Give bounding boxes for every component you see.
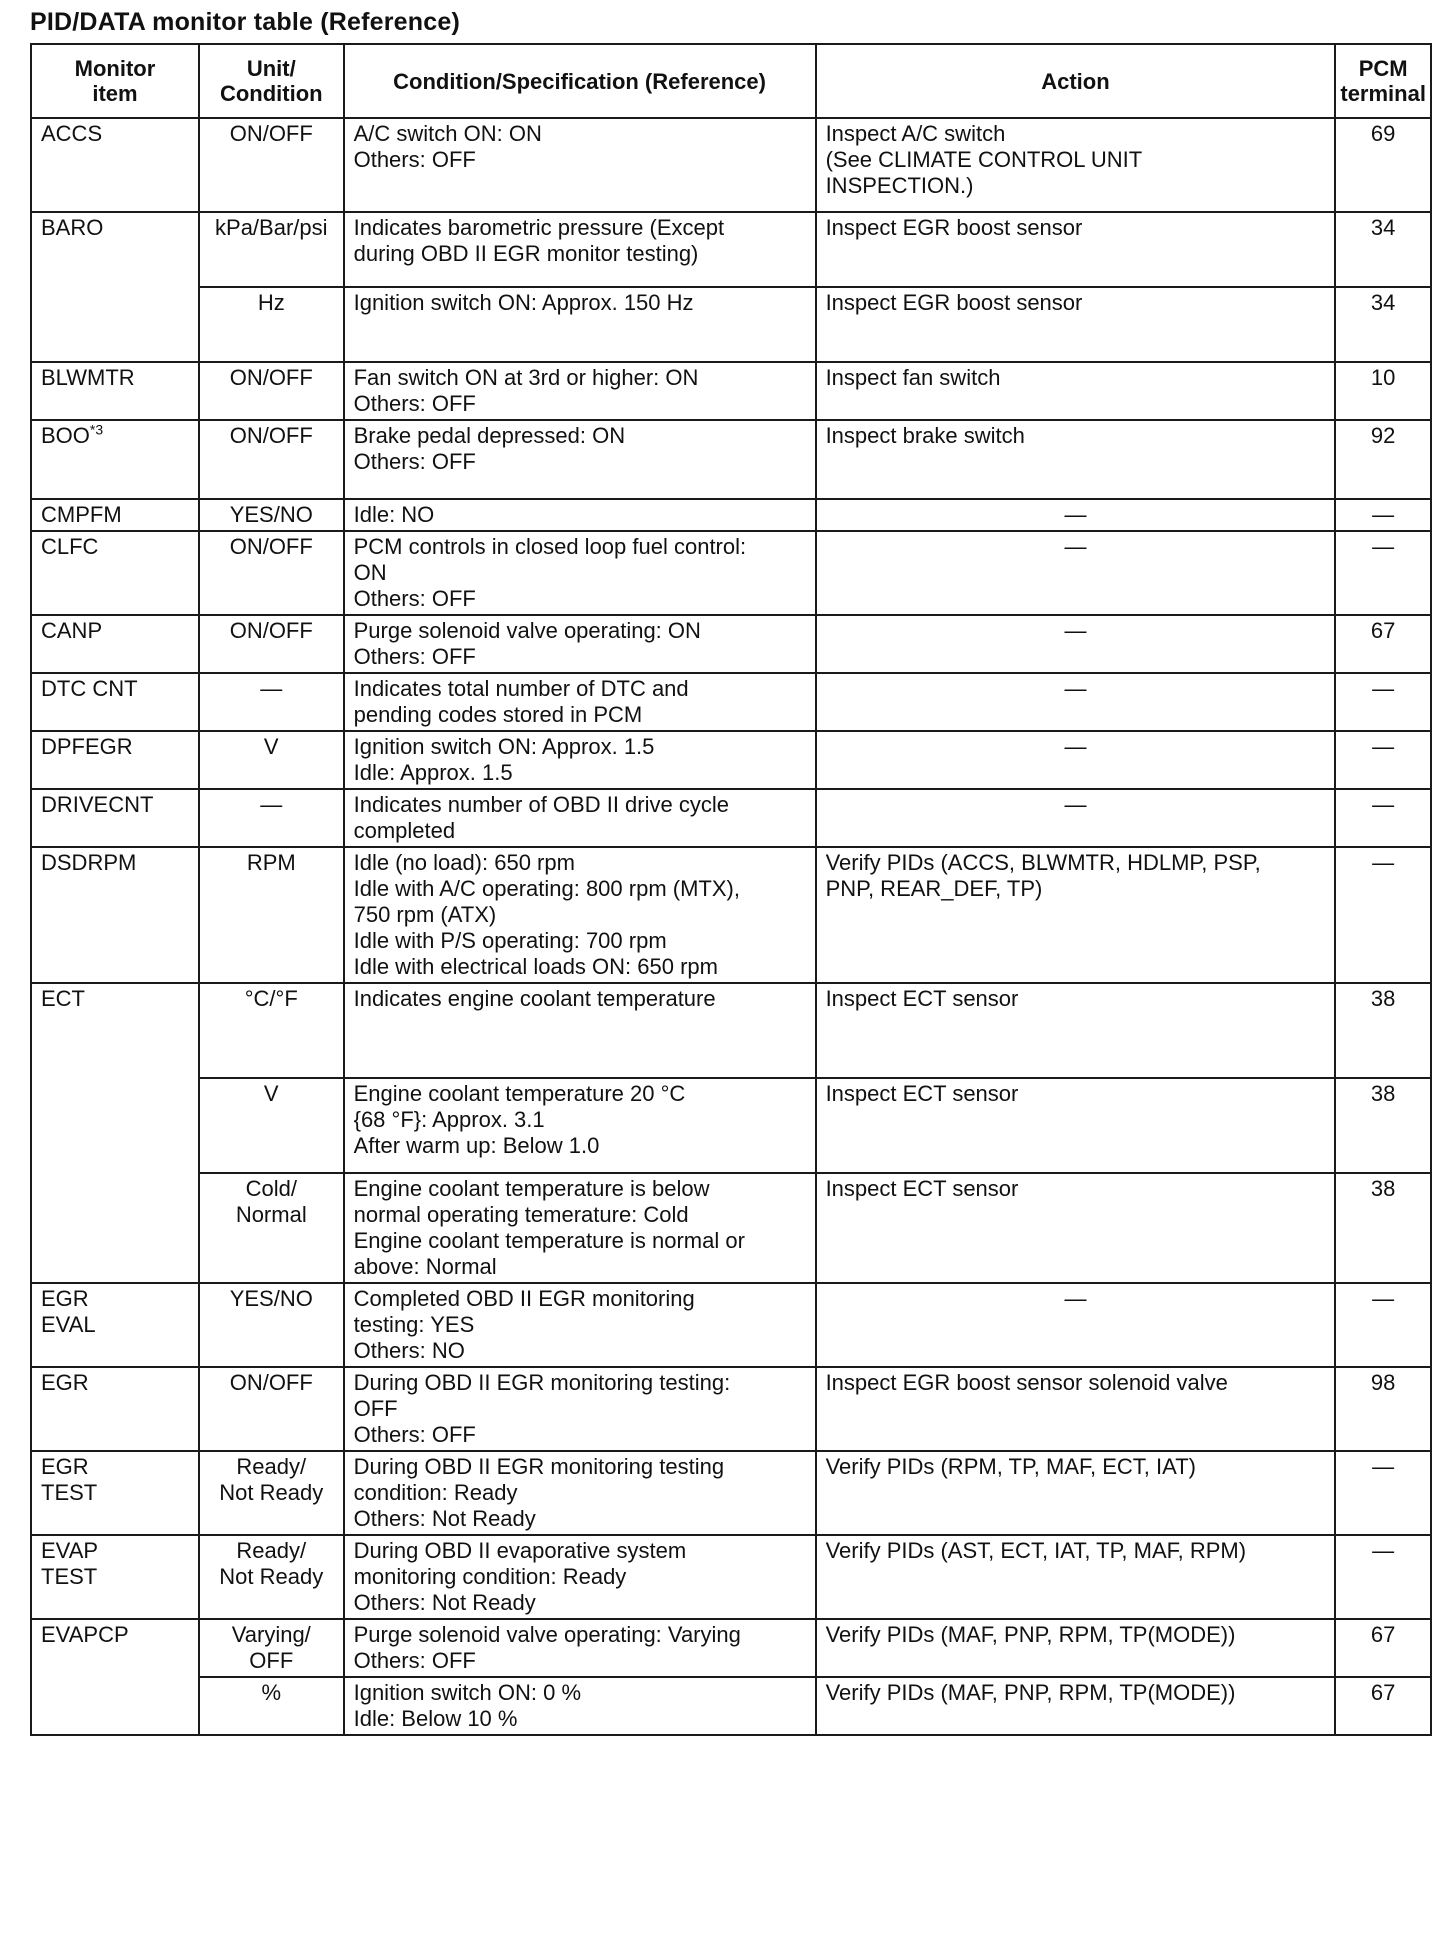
- table-row: [31, 1619, 1431, 1677]
- action-cell: Verify PIDs (AST, ECT, IAT, TP, MAF, RPM): [816, 1535, 1336, 1619]
- condition-specification-cell: Indicates number of OBD II drive cycle completed: [344, 789, 816, 847]
- monitor-item-cell: DRIVECNT: [31, 789, 199, 847]
- pcm-terminal-cell: —: [1335, 847, 1431, 983]
- unit-condition-cell: ON/OFF: [199, 531, 344, 615]
- page-title: PID/DATA monitor table (Reference): [30, 8, 460, 36]
- action-cell: Inspect ECT sensor: [816, 1078, 1336, 1173]
- action-cell: Verify PIDs (MAF, PNP, RPM, TP(MODE)): [816, 1677, 1336, 1735]
- condition-specification-cell: Ignition switch ON: Approx. 1.5 Idle: Approx. 1.5: [344, 731, 816, 789]
- condition-specification-cell: Fan switch ON at 3rd or higher: ON Others: OFF: [344, 362, 816, 420]
- unit-condition-cell: %: [199, 1677, 344, 1735]
- pcm-terminal-cell: 67: [1335, 1619, 1431, 1677]
- unit-condition-cell: Varying/ OFF: [199, 1619, 344, 1677]
- monitor-item-cell: EGR EVAL: [31, 1283, 199, 1367]
- monitor-item-cell: BOO$^{*3}$: [31, 420, 199, 499]
- table-row: [31, 1283, 1431, 1367]
- table-row: [31, 1677, 1431, 1735]
- action-cell: —: [816, 531, 1336, 615]
- action-cell: Inspect EGR boost sensor: [816, 287, 1336, 362]
- pcm-terminal-cell: 92: [1335, 420, 1431, 499]
- table-row: [31, 847, 1431, 983]
- pcm-terminal-cell: —: [1335, 789, 1431, 847]
- monitor-item-cell: BARO: [31, 212, 199, 362]
- pcm-terminal-cell: 98: [1335, 1367, 1431, 1451]
- action-cell: —: [816, 1283, 1336, 1367]
- action-cell: Inspect ECT sensor: [816, 983, 1336, 1078]
- action-cell: Inspect brake switch: [816, 420, 1336, 499]
- condition-specification-cell: Ignition switch ON: 0 % Idle: Below 10 %: [344, 1677, 816, 1735]
- monitor-item-cell: EVAP TEST: [31, 1535, 199, 1619]
- table-row: [31, 1535, 1431, 1619]
- pcm-terminal-cell: —: [1335, 731, 1431, 789]
- condition-specification-cell: Purge solenoid valve operating: Varying Others: OFF: [344, 1619, 816, 1677]
- condition-specification-cell: During OBD II EGR monitoring testing: OFF Others: OFF: [344, 1367, 816, 1451]
- unit-condition-cell: ON/OFF: [199, 615, 344, 673]
- unit-condition-cell: Ready/ Not Ready: [199, 1535, 344, 1619]
- unit-condition-cell: RPM: [199, 847, 344, 983]
- condition-specification-cell: Completed OBD II EGR monitoring testing: YES Others: NO: [344, 1283, 816, 1367]
- monitor-item-cell: DPFEGR: [31, 731, 199, 789]
- condition-specification-cell: During OBD II EGR monitoring testing condition: Ready Others: Not Ready: [344, 1451, 816, 1535]
- action-cell: —: [816, 673, 1336, 731]
- monitor-item-cell: ECT: [31, 983, 199, 1283]
- action-cell: —: [816, 615, 1336, 673]
- table-row: [31, 362, 1431, 420]
- header-unit-condition: Unit/ Condition: [199, 44, 344, 118]
- unit-condition-cell: Hz: [199, 287, 344, 362]
- table-row: [31, 615, 1431, 673]
- monitor-item-cell: CMPFM: [31, 499, 199, 531]
- monitor-item-cell: EGR: [31, 1367, 199, 1451]
- condition-specification-cell: Brake pedal depressed: ON Others: OFF: [344, 420, 816, 499]
- pcm-terminal-cell: 34: [1335, 212, 1431, 287]
- pcm-terminal-cell: 38: [1335, 1078, 1431, 1173]
- monitor-item-cell: ACCS: [31, 118, 199, 212]
- table-row: [31, 983, 1431, 1078]
- monitor-item-cell: EGR TEST: [31, 1451, 199, 1535]
- condition-specification-cell: A/C switch ON: ON Others: OFF: [344, 118, 816, 212]
- pcm-terminal-cell: —: [1335, 673, 1431, 731]
- monitor-item-cell: DTC CNT: [31, 673, 199, 731]
- table-row: [31, 499, 1431, 531]
- condition-specification-cell: Idle (no load): 650 rpm Idle with A/C operating: 800 rpm (MTX), 750 rpm (ATX) Idle with P/S operating: 700 rpm Idle with electrical loads ON: 650 rpm: [344, 847, 816, 983]
- action-cell: Inspect ECT sensor: [816, 1173, 1336, 1283]
- pcm-terminal-cell: 34: [1335, 287, 1431, 362]
- unit-condition-cell: YES/NO: [199, 499, 344, 531]
- action-cell: Inspect EGR boost sensor: [816, 212, 1336, 287]
- pcm-terminal-cell: —: [1335, 1451, 1431, 1535]
- pcm-terminal-cell: 38: [1335, 983, 1431, 1078]
- table-body: [31, 118, 1431, 1735]
- unit-condition-cell: —: [199, 673, 344, 731]
- monitor-item-cell: BLWMTR: [31, 362, 199, 420]
- pid-data-monitor-table: [30, 43, 1432, 1736]
- pcm-terminal-cell: 67: [1335, 1677, 1431, 1735]
- action-cell: Verify PIDs (ACCS, BLWMTR, HDLMP, PSP, PNP, REAR_DEF, TP): [816, 847, 1336, 983]
- pcm-terminal-cell: 10: [1335, 362, 1431, 420]
- condition-specification-cell: Indicates total number of DTC and pending codes stored in PCM: [344, 673, 816, 731]
- header-action: Action: [816, 44, 1336, 118]
- pcm-terminal-cell: —: [1335, 531, 1431, 615]
- action-cell: Verify PIDs (RPM, TP, MAF, ECT, IAT): [816, 1451, 1336, 1535]
- header-monitor-item: Monitor item: [31, 44, 199, 118]
- action-cell: Inspect fan switch: [816, 362, 1336, 420]
- action-cell: —: [816, 789, 1336, 847]
- condition-specification-cell: Purge solenoid valve operating: ON Others: OFF: [344, 615, 816, 673]
- unit-condition-cell: V: [199, 731, 344, 789]
- action-cell: Inspect A/C switch (See CLIMATE CONTROL UNIT INSPECTION.): [816, 118, 1336, 212]
- table-row: [31, 420, 1431, 499]
- condition-specification-cell: Ignition switch ON: Approx. 150 Hz: [344, 287, 816, 362]
- pcm-terminal-cell: —: [1335, 499, 1431, 531]
- table-row: [31, 1078, 1431, 1173]
- action-cell: —: [816, 499, 1336, 531]
- pcm-terminal-cell: —: [1335, 1283, 1431, 1367]
- table-row: [31, 673, 1431, 731]
- footnote-marker: *3: [89, 421, 104, 438]
- pcm-terminal-cell: 67: [1335, 615, 1431, 673]
- pcm-terminal-cell: 38: [1335, 1173, 1431, 1283]
- unit-condition-cell: ON/OFF: [199, 118, 344, 212]
- condition-specification-cell: Indicates engine coolant temperature: [344, 983, 816, 1078]
- action-cell: Inspect EGR boost sensor solenoid valve: [816, 1367, 1336, 1451]
- monitor-item-cell: DSDRPM: [31, 847, 199, 983]
- header-condition-specification: Condition/Specification (Reference): [344, 44, 816, 118]
- pcm-terminal-cell: —: [1335, 1535, 1431, 1619]
- table-row: [31, 1367, 1431, 1451]
- unit-condition-cell: Cold/ Normal: [199, 1173, 344, 1283]
- unit-condition-cell: —: [199, 789, 344, 847]
- monitor-item-cell: CANP: [31, 615, 199, 673]
- table-row: [31, 789, 1431, 847]
- table-row: [31, 287, 1431, 362]
- unit-condition-cell: ON/OFF: [199, 362, 344, 420]
- unit-condition-cell: ON/OFF: [199, 420, 344, 499]
- header-pcm-terminal: PCM terminal: [1335, 44, 1431, 118]
- condition-specification-cell: Idle: NO: [344, 499, 816, 531]
- unit-condition-cell: V: [199, 1078, 344, 1173]
- unit-condition-cell: Ready/ Not Ready: [199, 1451, 344, 1535]
- table-row: [31, 1173, 1431, 1283]
- action-cell: —: [816, 731, 1336, 789]
- action-cell: Verify PIDs (MAF, PNP, RPM, TP(MODE)): [816, 1619, 1336, 1677]
- pcm-terminal-cell: 69: [1335, 118, 1431, 212]
- monitor-item-cell: EVAPCP: [31, 1619, 199, 1735]
- condition-specification-cell: PCM controls in closed loop fuel control: ON Others: OFF: [344, 531, 816, 615]
- header-row: [31, 44, 1431, 118]
- unit-condition-cell: ON/OFF: [199, 1367, 344, 1451]
- unit-condition-cell: °C/°F: [199, 983, 344, 1078]
- condition-specification-cell: Engine coolant temperature 20 °C {68 °F}: Approx. 3.1 After warm up: Below 1.0: [344, 1078, 816, 1173]
- condition-specification-cell: During OBD II evaporative system monitoring condition: Ready Others: Not Ready: [344, 1535, 816, 1619]
- table-row: [31, 731, 1431, 789]
- table-row: [31, 212, 1431, 287]
- table-row: [31, 118, 1431, 212]
- table-row: [31, 531, 1431, 615]
- condition-specification-cell: Indicates barometric pressure (Except during OBD II EGR monitor testing): [344, 212, 816, 287]
- unit-condition-cell: kPa/Bar/psi: [199, 212, 344, 287]
- condition-specification-cell: Engine coolant temperature is below normal operating temerature: Cold Engine coolant temperature is normal or above: Normal: [344, 1173, 816, 1283]
- monitor-item-cell: CLFC: [31, 531, 199, 615]
- table-row: [31, 1451, 1431, 1535]
- unit-condition-cell: YES/NO: [199, 1283, 344, 1367]
